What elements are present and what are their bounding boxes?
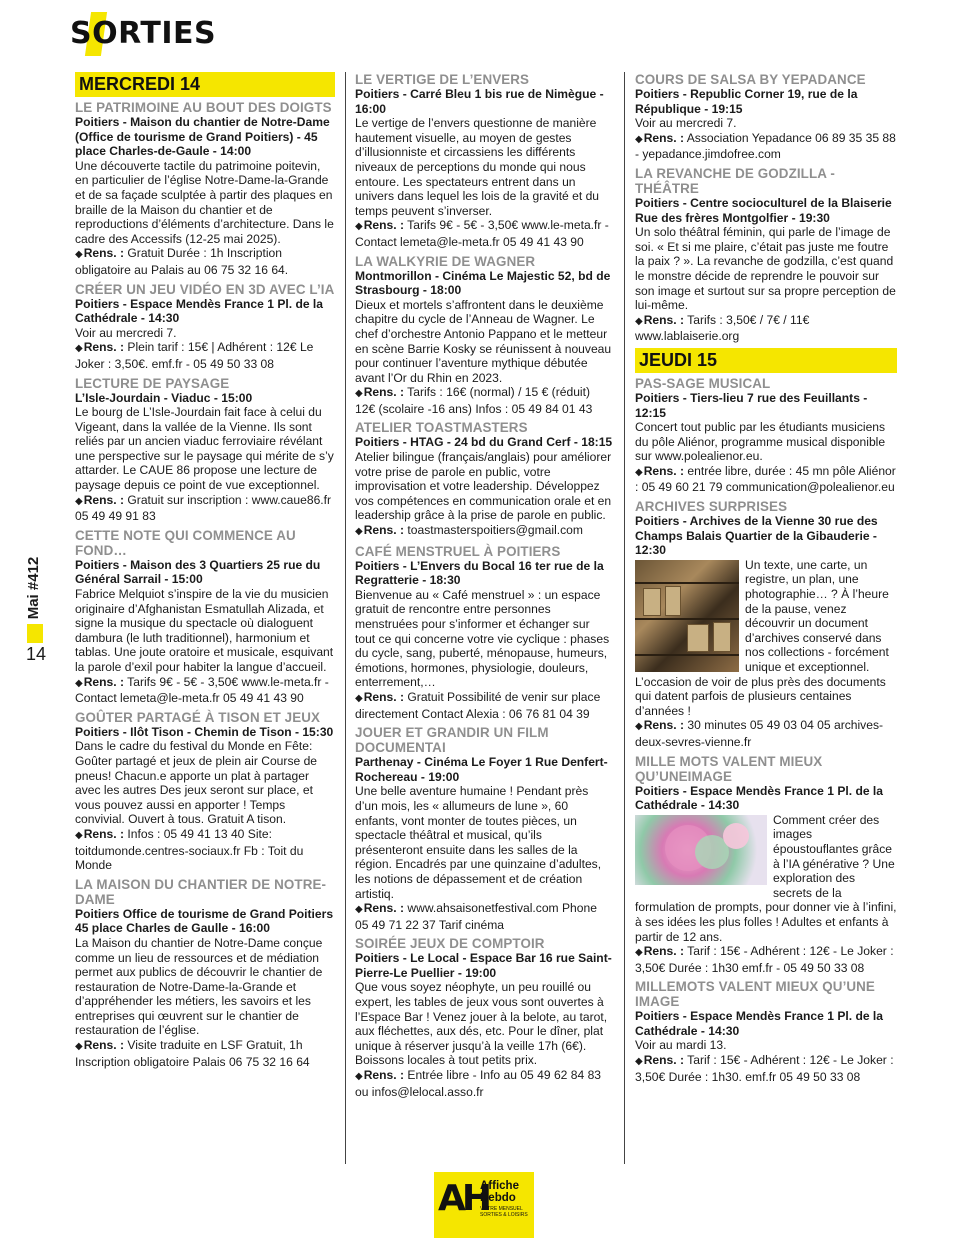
info-text: Tarifs 9€ - 5€ - 3,50€ www.le-meta.fr - Contact lemeta@le-meta.fr 05 49 41 43 90 — [355, 218, 609, 249]
event-description: Un texte, une carte, un registre, un plan, une photographie… ? À l’heure de la pause, venez découvrir un document d’archives conservé dans nos collections - forcément unique et exceptionnel. L’occasion de voir de plus près des documents qui datent parfois de plusieurs centaines d’années ! — [635, 557, 889, 718]
logo-mark: AH — [438, 1178, 488, 1219]
info-label: Rens. : — [363, 901, 405, 916]
event-info — [355, 1068, 613, 1099]
event-item — [635, 72, 897, 162]
event-info — [75, 340, 335, 371]
event-info — [75, 1038, 335, 1069]
info-label: Rens. : — [643, 312, 685, 327]
event-location: Poitiers - Archives de la Vienne 30 rue des Champs Balais Quartier de la Gibauderie - 12:30 — [635, 514, 878, 558]
event-info — [635, 718, 897, 749]
event-title: CAFÉ MENSTRUEL À POITIERS — [355, 543, 561, 559]
info-label: Rens. : — [83, 246, 125, 261]
issue-accent-bar — [27, 624, 43, 643]
info-label: Rens. : — [363, 523, 405, 538]
event-title: PAS-SAGE MUSICAL — [635, 375, 771, 391]
event-description: Un solo théâtral féminin, qui parle de l’image de soi. « Et si me plaire, c’était pas juste me foutre la paix ? ». La revanche de godzilla, c’est quand le monstre décide de reprendre le pouvoir sur son image et surtout sur sa propre perception de lui-même. — [635, 225, 896, 313]
event-location: Poitiers - Ilôt Tison - Chemin de Tison - 15:30 — [75, 724, 334, 739]
logo-name-line2: Hebdo — [480, 1192, 516, 1204]
info-text: Gratuit sur inscription : www.caue86.fr 05 49 49 91 83 — [75, 492, 332, 524]
event-description: Le bourg de L’Isle-Jourdain fait face à celui du Vigeant, dans la vallée de la Vienne. Ils sont reliés par un ancien viaduc ferroviaire révélant une perspective sur le paysage qui mérite de s’y attarder. Le CAUE 86 propose une lecture de paysage depuis ce point de vue exceptionnel. — [75, 405, 334, 493]
page-side-marker — [25, 548, 47, 668]
column-divider — [624, 72, 625, 1164]
event-location: Parthenay - Cinéma Le Foyer 1 Rue Denfert-Rochereau - 19:00 — [355, 755, 608, 784]
event-item — [75, 100, 335, 278]
event-description: Concert tout public par les étudiants musiciens du pôle Aliénor, programme musical disponible sur www.polealienor.eu. — [635, 420, 886, 464]
event-info — [355, 385, 613, 416]
column-3 — [635, 72, 897, 1088]
event-description: Dieux et mortels s’affrontent dans le deuxième chapitre du cycle de l’Anneau de Wagner. Le chef d’orchestre Antonio Pappano et le metteur en scène Barrie Kosky se réunissent à nouveau pour continuer l’aventure mythique débutée avant l’Or du Rhin en 2023. — [355, 297, 612, 385]
logo-name-line1: Affiche — [480, 1180, 519, 1192]
day-heading: JEUDI 15 — [635, 348, 897, 373]
event-description: Atelier bilingue (français/anglais) pour améliorer votre prise de parole en public, votre improvisation et votre leadership. Développez vos compétences en communication orale et en leadership grâce à la prise de parole en public. — [355, 450, 612, 523]
info-label: Rens. : — [363, 689, 405, 704]
event-item — [355, 544, 613, 722]
archive-photo — [635, 560, 739, 672]
event-location: Montmorillon - Cinéma Le Majestic 52, bd de Strasbourg - 18:00 — [355, 268, 611, 298]
event-title: MILLEMOTS VALENT MIEUX QU’UNE IMAGE — [635, 979, 875, 1010]
event-title: MILLE MOTS VALENT MIEUX QU’UNEIMAGE — [635, 753, 823, 784]
event-title: COURS DE SALSA BY YEPADANCE — [635, 72, 866, 87]
event-info — [355, 690, 613, 721]
event-location: Poitiers - Carré Bleu 1 bis rue de Nimègue - 16:00 — [355, 87, 604, 116]
event-item — [75, 528, 335, 706]
event-location: Poitiers - Espace Mendès France 1 Pl. de la Cathédrale - 14:30 — [75, 296, 324, 326]
event-title: CETTE NOTE QUI COMMENCE AU FOND… — [75, 527, 296, 558]
event-title: LA WALKYRIE DE WAGNER — [355, 253, 536, 269]
info-text: www.ahsaisonetfestival.com Phone 05 49 71 22 37 Tarif cinéma — [355, 901, 597, 932]
event-title: LE PATRIMOINE AU BOUT DES DOIGTS — [75, 100, 332, 115]
event-description: Le vertige de l’envers questionne de manière hautement visuelle, au moyen de gestes d’illusionniste et circassiens les différents niveaux de perceptions du monde qui nous entoure. Les spectateurs entrent dans un univers dans lequel les lois de la gravité et du temps peuvent s’inverser. — [355, 116, 600, 218]
event-info — [75, 827, 335, 873]
info-text: Plein tarif : 15€ | Adhérent : 12€ Le Joker : 3,50€. emf.fr - 05 49 50 33 08 — [75, 340, 314, 371]
event-item — [635, 499, 897, 750]
event-title: SOIRÉE JEUX DE COMPTOIR — [355, 936, 545, 952]
event-description: Voir au mardi 13. — [635, 1038, 727, 1053]
column-2 — [355, 72, 613, 1103]
info-label: Rens. : — [643, 944, 685, 959]
affiche-hebdo-logo — [434, 1172, 534, 1238]
event-title: ATELIER TOASTMASTERS — [355, 420, 528, 436]
event-item — [75, 282, 335, 372]
event-description: Une découverte tactile du patrimoine poitevin, en particulier de l’église Notre-Dame-la-Grande et de sa façade sculptée à partir des plaques en braille de la Maison du chantier et de reproductions d’éléments d’architecture. Dans le cadre des Accessifs (12-25 mai 2025). — [75, 158, 334, 246]
event-item — [635, 979, 897, 1084]
info-label: Rens. : — [83, 492, 125, 507]
section-header — [70, 12, 216, 62]
event-description: Voir au mercredi 7. — [635, 116, 737, 131]
event-description: Comment créer des images époustouflantes grâce à l’IA générative ? Une exploration des secrets de la formulation de prompts, pour donner vie à l’infini, à ses idées les plus folles ! Adultes et enfants à partir de 12 ans. — [635, 812, 897, 944]
event-info — [355, 523, 613, 540]
info-text: entrée libre, durée : 45 mn pôle Aliénor : 05 49 60 21 79 communication@polealienor.eu — [635, 463, 896, 495]
event-title: GOÛTER PARTAGÉ À TISON ET JEUX — [75, 709, 321, 725]
info-label: Rens. : — [83, 340, 125, 355]
info-text: Gratuit Possibilité de venir sur place directement Contact Alexia : 06 76 81 04 39 — [355, 689, 601, 721]
info-label: Rens. : — [643, 718, 685, 733]
event-info — [635, 131, 897, 162]
info-text: Infos : 05 49 41 13 40 Site: toitdumonde.centres-sociaux.fr Fb : Toit du Monde — [75, 826, 304, 873]
event-location: Poitiers - Tiers-lieu 7 rue des Feuillants - 12:15 — [635, 390, 868, 420]
day-heading: MERCREDI 14 — [75, 72, 335, 97]
column-divider — [345, 72, 346, 1164]
info-label: Rens. : — [83, 826, 125, 841]
event-item — [635, 166, 897, 344]
event-location: Poitiers - L’Envers du Bocal 16 ter rue de la Regratterie - 18:30 — [355, 558, 604, 588]
info-text: Tarifs : 16€ (normal) / 15 € (réduit) 12€ (scolaire -16 ans) Infos : 05 49 84 01 43 — [355, 385, 593, 416]
event-info — [635, 944, 897, 975]
info-label: Rens. : — [363, 1068, 405, 1083]
event-location: Poitiers - Le Local - Espace Bar 16 rue Saint-Pierre-Le Puellier - 19:00 — [355, 951, 612, 980]
info-text: Visite traduite en LSF Gratuit, 1h Inscription obligatoire Palais 06 75 32 16 64 — [75, 1038, 310, 1069]
info-text: toastmasterspoitiers@gmail.com — [404, 523, 583, 538]
event-description: Voir au mercredi 7. — [75, 325, 177, 340]
event-item — [355, 725, 613, 932]
event-item — [355, 72, 613, 250]
info-label: Rens. : — [643, 130, 685, 145]
event-location: L’Isle-Jourdain - Viaduc - 15:00 — [75, 390, 253, 405]
event-location: Poitiers - Espace Mendès France 1 Pl. de la Cathédrale - 14:30 — [635, 783, 884, 813]
info-label: Rens. : — [643, 1053, 685, 1068]
event-title: LA MAISON DU CHANTIER DE NOTRE-DAME — [75, 876, 327, 907]
event-location: Poitiers - Centre socioculturel de la Blaiserie Rue des frères Montgolfier - 19:30 — [635, 195, 892, 225]
page-number: 14 — [25, 644, 47, 664]
info-text: Tarif : 15€ - Adhérent : 12€ - Le Joker : 3,50€ Durée : 1h30 emf.fr - 05 49 50 33 08 — [635, 944, 894, 975]
event-info — [635, 313, 897, 344]
info-text: Association Yepadance 06 89 35 35 88 - yepadance.jimdofree.com — [635, 130, 896, 162]
event-title: LECTURE DE PAYSAGE — [75, 375, 230, 391]
event-title: LA REVANCHE DE GODZILLA - THÉÂTRE — [635, 165, 835, 196]
section-title: SORTIES — [70, 16, 217, 51]
event-location: Poitiers - Espace Mendès France 1 Pl. de la Cathédrale - 14:30 — [635, 1009, 884, 1038]
logo-tagline: VOTRE MENSUEL SORTIES & LOISIRS — [480, 1206, 528, 1218]
event-description: Une belle aventure humaine ! Pendant près d’un mois, les « allumeurs de lune », 60 enfants, vont monter de toutes pièces, un spectacle théâtral et musical, qu’ils présenteront ensuite dans les salles de la région. Encadrés par une quinzaine d’adultes, les notions de dépassement et de création artistiq. — [355, 784, 602, 901]
info-text: Tarif : 15€ - Adhérent : 12€ - Le Joker : 3,50€ Durée : 1h30. emf.fr 05 49 50 33 08 — [635, 1053, 894, 1084]
event-info — [75, 246, 335, 277]
event-description: Bienvenue au « Café menstruel » : un espace gratuit de rencontre entre personnes menstruées pour s’informer et échanger sur tout ce qui concerne votre vie cyclique : phases du cycle, sang, puberté, ménopause, humeurs, émotions, hormones, physiologie, douleurs, enterrement,… — [355, 587, 610, 690]
event-info — [75, 493, 335, 524]
info-label: Rens. : — [363, 218, 405, 233]
event-info — [635, 1053, 897, 1084]
event-description: Que vous soyez néophyte, un peu rouillé ou expert, les tables de jeux vous sont ouvertes à l’Espace Bar ! Venez jouer à la belote, au tarot, aux fléchettes, aux dés, etc. Pour le dîner, plat unique à réserver jusqu’à la veille 17h (6€). Boissons locales à tout petits prix. — [355, 980, 608, 1068]
info-text: Tarifs 9€ - 5€ - 3,50€ www.le-meta.fr - Contact lemeta@le-meta.fr 05 49 41 43 90 — [75, 674, 329, 706]
event-title: CRÉER UN JEU VIDÉO EN 3D AVEC L’IA — [75, 281, 335, 297]
info-text: Tarifs : 3,50€ / 7€ / 11€ www.lablaiserie.org — [635, 312, 810, 344]
info-label: Rens. : — [83, 1038, 125, 1053]
issue-label: Mai #412 — [25, 556, 42, 620]
event-item — [355, 420, 613, 539]
event-description: Fabrice Melquiot s’inspire de la vie du musicien originaire d’Afghanistan Esmatullah Alizada, et signe la musique du spectacle où dialoguent dambura (le luth traditionnel), harmonium et tablas. Une joute oratoire et musicale, esquivant la parole d’exil pour habiter la langue d’accueil. — [75, 587, 334, 674]
event-info — [75, 675, 335, 706]
event-location: Poitiers - Maison des 3 Quartiers 25 rue du Général Sarrail - 15:00 — [75, 557, 321, 587]
info-label: Rens. : — [83, 674, 125, 689]
event-location: Poitiers Office de tourisme de Grand Poitiers 45 place Charles de Gaulle - 16:00 — [75, 906, 334, 936]
info-text: Gratuit Durée : 1h Inscription obligatoire au Palais au 06 75 32 16 64. — [75, 246, 289, 277]
info-text: 30 minutes 05 49 03 04 05 archives-deux-sevres-vienne.fr — [635, 718, 884, 749]
event-item — [75, 376, 335, 524]
event-title: JOUER ET GRANDIR UN FILM DOCUMENTAI — [355, 725, 549, 756]
info-label: Rens. : — [643, 463, 685, 478]
event-item — [635, 376, 897, 495]
event-info — [355, 901, 613, 932]
event-info — [635, 464, 897, 495]
event-location: Poitiers - Maison du chantier de Notre-Dame (Office de tourisme de Grand Poitiers) - 45 place Charles-de-Gaule - 14:00 — [75, 115, 330, 159]
logo-name — [480, 1180, 519, 1204]
event-title: LE VERTIGE DE L’ENVERS — [355, 72, 530, 87]
event-title: ARCHIVES SURPRISES — [635, 499, 788, 515]
info-text: Entrée libre - Info au 05 49 62 84 83 ou infos@lelocal.asso.fr — [355, 1068, 602, 1099]
event-location: Poitiers - Republic Corner 19, rue de la République - 19:15 — [635, 87, 858, 116]
column-1 — [75, 72, 335, 1073]
event-item — [355, 936, 613, 1099]
event-location: Poitiers - HTAG - 24 bd du Grand Cerf - 18:15 — [355, 435, 613, 450]
event-item — [635, 754, 897, 976]
event-item — [355, 254, 613, 417]
event-item — [75, 877, 335, 1070]
event-item — [75, 710, 335, 873]
ai-art-image — [635, 815, 767, 885]
event-description: La Maison du chantier de Notre-Dame conçue comme un lieu de ressources et de médiation permet aux publics de découvrir le chantier de restauration de Notre-Dame-la-Grande et d’appréhender les métiers, les savoirs et les entreprises qui œuvrent sur le chantier de restauration de l’église. — [75, 935, 323, 1038]
info-label: Rens. : — [363, 385, 405, 400]
event-info — [355, 218, 613, 249]
event-description: Dans le cadre du festival du Monde en Fête: Goûter partagé et jeux de plein air Course de pneus! Chacun.e apporte un plat à partager avec les autres Des jeux seront sur place, et vous pouvez aussi en apporter ! Temps convivial. Ouvert à tous. Gratuit A tison. — [75, 739, 318, 827]
